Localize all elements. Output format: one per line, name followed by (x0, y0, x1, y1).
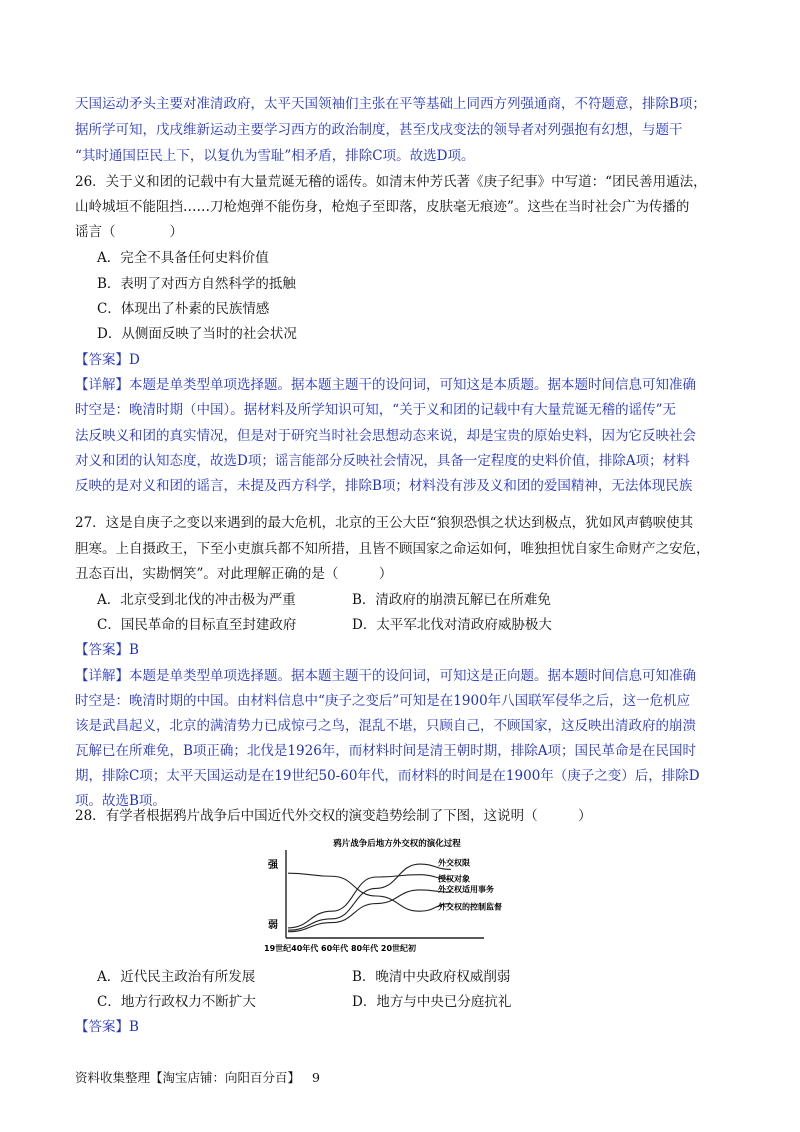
chart-series-labels (437, 857, 502, 911)
explanation-q25-line-3: “其时通国臣民上下，以复仇为雪耻”相矛盾，排除C项。故选D项。 (75, 148, 475, 164)
question-28-option-b: B．晚清中央政府权威削弱 (352, 969, 511, 985)
chart-title: 鸦片战争后地方外交权的演化过程 (333, 839, 461, 849)
series-label-2: 授权对象 (438, 874, 470, 884)
series-line-1 (288, 864, 451, 930)
question-26-option-a: A．完全不具备任何史料价值 (97, 250, 269, 266)
answer-value: B (129, 642, 139, 658)
series-label-1: 外交权限 (438, 858, 470, 868)
explanation-q27-line-5: 期，排除C项；太平天国运动是在19世纪50-60年代，而材料的时间是在1900年（庚子之变）后，排除D (75, 768, 700, 784)
question-28-option-a: A．近代民主政治有所发展 (97, 969, 256, 985)
chart-curves (288, 864, 451, 932)
answer-label: 【答案】 (75, 352, 129, 368)
question-28-option-c: C．地方行政权力不断扩大 (97, 994, 256, 1010)
x-tick-labels: 19世纪40年代 60年代 80年代 20世纪初 (264, 944, 417, 953)
explanation-q27-line-4: 瓦解已在所难免，B项正确；北伐是1926年，而材料时间是清王朝时期，排除A项；国民革命是在民国时 (75, 743, 697, 759)
y-label-strong: 强 (268, 860, 278, 871)
explanation-q26-line-3: 法反映义和团的真实情况，但是对于研究当时社会思想动态来说，却是宝贵的原始史料，因为它反映社会 (75, 428, 696, 444)
question-27-option-d: D．太平军北伐对清政府威胁极大 (352, 617, 552, 633)
question-27-answer (75, 640, 139, 660)
question-27-option-a: A．北京受到北伐的冲击极为严重 (97, 592, 296, 608)
page-number: 9 (311, 1070, 320, 1085)
detail-label: 【详解】 (75, 377, 129, 393)
explanation-text: 本题是单类型单项选择题。据本题主题干的设问词，可知这是本质题。据本题时间信息可知准确 (129, 377, 696, 393)
question-28-line-1: 28．有学者根据鸦片战争后中国近代外交权的演变趋势绘制了下图，这说明（ ） (75, 808, 592, 824)
question-27-option-b: B．清政府的崩溃瓦解已在所难免 (352, 592, 551, 608)
explanation-q27-line-1 (75, 666, 696, 686)
question-27-line-1: 27．这是自庚子之变以来遇到的最大危机，北京的王公大臣“狼狈恐惧之状达到极点，犹如风声鹤唳使其 (75, 515, 694, 531)
explanation-q26-line-5: 反映的是对义和团的谣言，未提及西方科学，排除B项；材料没有涉及义和团的爱国精神，无法体现民族 (75, 478, 693, 494)
answer-label: 【答案】 (75, 642, 129, 658)
question-27-option-c: C．国民革命的目标直至封建政府 (97, 617, 297, 633)
question-26-answer (75, 350, 140, 370)
series-line-2 (288, 875, 451, 928)
question-26-option-d: D．从侧面反映了当时的社会状况 (97, 326, 297, 342)
page-footer (75, 1068, 320, 1086)
question-26-line-2: 山岭城垣不能阻挡……刀枪炮弹不能伤身，枪炮子至即落，皮肤毫无痕迹”。这些在当时社会广为传播的 (75, 199, 690, 215)
detail-label: 【详解】 (75, 668, 129, 684)
question-27-line-2: 胆寒。上自摄政王，下至小吏旗兵都不知所措，且皆不顾国家之命运如何，唯独担忧自家生命财产之安危， (75, 541, 710, 557)
question-27-line-3: 丑态百出，实勘惘笑”。对此理解正确的是（ ） (75, 566, 393, 582)
answer-label: 【答案】 (75, 1019, 129, 1035)
series-label-4: 外交权的控制监督 (438, 902, 502, 912)
question-26-line-1: 26．关于义和团的记载中有大量荒诞无稽的谣传。如清末仲芳氏著《庚子纪事》中写道：“团民善用遁法， (75, 174, 707, 190)
explanation-q26-line-1 (75, 375, 696, 395)
explanation-q27-line-3: 该是武昌起义，北京的满清势力已成惊弓之鸟，混乱不堪，只顾自己，不顾国家，这反映出清政府的崩溃 (75, 718, 696, 734)
explanation-q26-line-4: 对义和团的认知态度，故选D项；谣言能部分反映社会情况，具备一定程度的史料价值，排除A项；材料 (75, 453, 690, 469)
series-line-4 (288, 873, 451, 911)
question-26-option-c: C．体现出了朴素的民族情感 (97, 301, 270, 317)
explanation-q25-line-1: 天国运动矛头主要对准清政府，太平天国领袖们主张在平等基础上同西方列强通商，不符题意，排除B项； (75, 96, 706, 112)
question-26-line-3: 谣言（ ） (75, 224, 183, 240)
foreign-affairs-power-chart (262, 830, 502, 955)
answer-value: D (129, 352, 140, 368)
explanation-text: 本题是单类型单项选择题。据本题主题干的设问词，可知这是正向题。据本题时间信息可知准确 (129, 668, 696, 684)
explanation-q25-line-2: 据所学可知，戊戌维新运动主要学习西方的政治制度，甚至戊戌变法的领导者对列强抱有幻想，与题干 (75, 122, 683, 138)
explanation-q26-line-2: 时空是：晚清时期（中国）。据材料及所学知识可知，“关于义和团的记载中有大量荒诞无稽的谣传”无 (75, 402, 677, 418)
answer-value: B (129, 1019, 139, 1035)
question-28-option-d: D．地方与中央已分庭抗礼 (352, 994, 512, 1010)
y-label-weak: 弱 (268, 920, 278, 931)
series-label-3: 外交权适用事务 (438, 885, 494, 895)
question-28-answer (75, 1017, 139, 1037)
footer-source: 资料收集整理【淘宝店铺：向阳百分百】 (75, 1070, 301, 1085)
explanation-q27-line-2: 时空是：晚清时期的中国。由材料信息中“庚子之变后”可知是在1900年八国联军侵华之后，这一危机应 (75, 693, 691, 709)
explanation-q27-line-6: 项。故选B项。 (75, 793, 166, 809)
question-26-option-b: B．表明了对西方自然科学的抵触 (97, 276, 296, 292)
